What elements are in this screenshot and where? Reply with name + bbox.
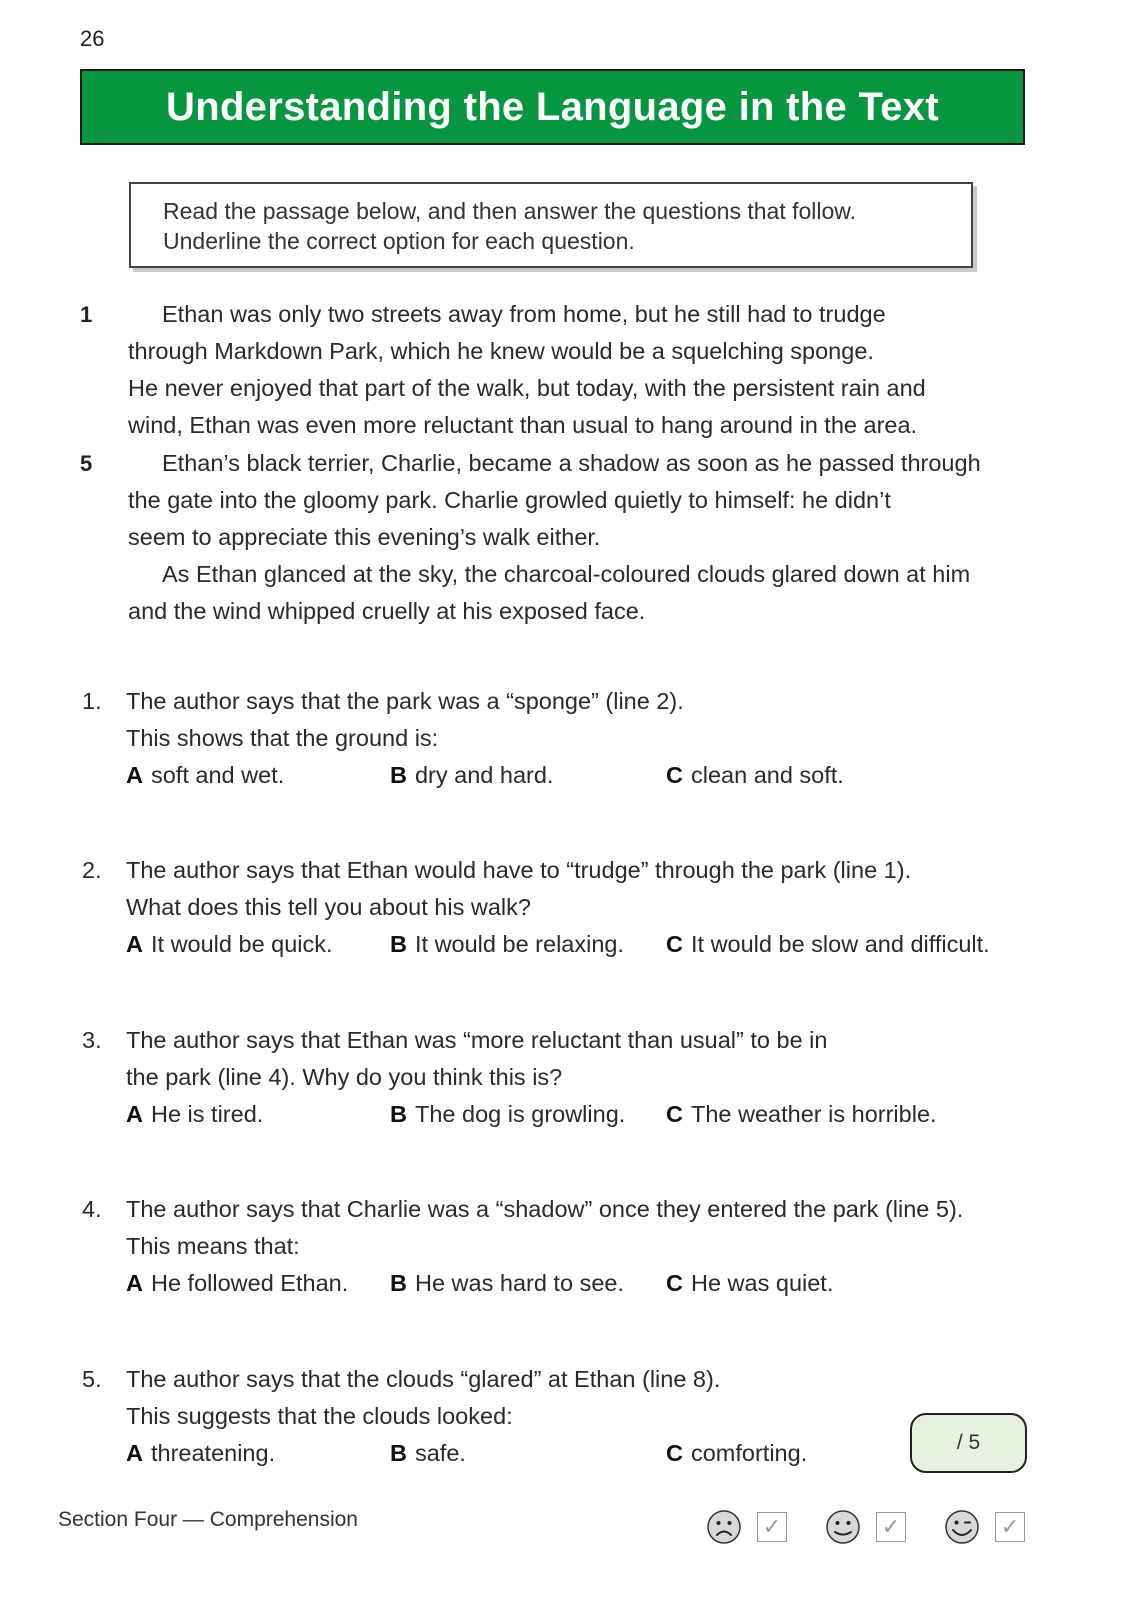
option-a[interactable] bbox=[126, 1440, 275, 1467]
option-text: It would be relaxing. bbox=[414, 931, 624, 957]
option-text: threatening. bbox=[150, 1440, 276, 1466]
score-box[interactable] bbox=[910, 1413, 1027, 1473]
passage-line: and the wind whipped cruelly at his exposed face. bbox=[128, 598, 646, 624]
option-letter: A bbox=[126, 931, 143, 957]
question-text: The author says that Ethan was “more reluctant than usual” to be in bbox=[126, 1027, 828, 1053]
option-b[interactable] bbox=[390, 762, 553, 789]
option-letter: C bbox=[666, 1101, 683, 1127]
option-a[interactable] bbox=[126, 762, 284, 789]
passage-line: through Markdown Park, which he knew would be a squelching sponge. bbox=[128, 338, 874, 364]
section-footer: Section Four — Comprehension bbox=[58, 1508, 358, 1531]
option-text: It would be slow and difficult. bbox=[690, 931, 990, 957]
passage-line: Ethan was only two streets away from home, but he still had to trudge bbox=[162, 301, 886, 327]
option-letter: C bbox=[666, 762, 683, 788]
sad-face-icon bbox=[706, 1509, 742, 1545]
passage-line: wind, Ethan was even more reluctant than usual to hang around in the area. bbox=[128, 412, 918, 438]
passage-line: seem to appreciate this evening’s walk either. bbox=[128, 524, 601, 550]
option-letter: C bbox=[666, 1270, 683, 1296]
option-letter: A bbox=[126, 1101, 143, 1127]
option-text: clean and soft. bbox=[690, 762, 844, 788]
option-c[interactable] bbox=[666, 1101, 937, 1128]
option-letter: B bbox=[390, 1101, 407, 1127]
line-number: 1 bbox=[80, 302, 93, 327]
option-c[interactable] bbox=[666, 1270, 833, 1297]
question-number: 2. bbox=[82, 857, 102, 883]
question-text: The author says that the park was a “sponge” (line 2). bbox=[126, 688, 684, 714]
option-text: safe. bbox=[414, 1440, 466, 1466]
option-a[interactable] bbox=[126, 931, 333, 958]
page-title: Understanding the Language in the Text bbox=[166, 84, 939, 129]
check-icon: ✓ bbox=[881, 1514, 901, 1539]
option-letter: A bbox=[126, 762, 143, 788]
option-letter: B bbox=[390, 931, 407, 957]
score-total: / 5 bbox=[956, 1431, 981, 1454]
option-text: The dog is growling. bbox=[414, 1101, 626, 1127]
tick-box[interactable] bbox=[757, 1512, 787, 1542]
option-letter: C bbox=[666, 931, 683, 957]
option-letter: C bbox=[666, 1440, 683, 1466]
happy-face-icon bbox=[944, 1509, 980, 1545]
question-text: the park (line 4). Why do you think this is? bbox=[126, 1064, 563, 1090]
option-letter: B bbox=[390, 762, 407, 788]
instructions-box bbox=[129, 182, 973, 268]
option-text: He was quiet. bbox=[690, 1270, 834, 1296]
instruction-line: Read the passage below, and then answer the questions that follow. bbox=[163, 198, 857, 224]
question-text: What does this tell you about his walk? bbox=[126, 894, 531, 920]
check-icon: ✓ bbox=[762, 1514, 782, 1539]
question-text: This shows that the ground is: bbox=[126, 725, 439, 751]
tick-box[interactable] bbox=[995, 1512, 1025, 1542]
option-a[interactable] bbox=[126, 1101, 263, 1128]
question-text: The author says that Ethan would have to “trudge” through the park (line 1). bbox=[126, 857, 912, 883]
question-number: 3. bbox=[82, 1027, 102, 1053]
option-text: He followed Ethan. bbox=[150, 1270, 349, 1296]
option-text: He is tired. bbox=[150, 1101, 264, 1127]
option-a[interactable] bbox=[126, 1270, 348, 1297]
passage-line: He never enjoyed that part of the walk, but today, with the persistent rain and bbox=[128, 375, 926, 401]
passage-line: the gate into the gloomy park. Charlie growled quietly to himself: he didn’t bbox=[128, 487, 891, 513]
option-text: It would be quick. bbox=[150, 931, 333, 957]
option-b[interactable] bbox=[390, 1270, 624, 1297]
passage-line: Ethan’s black terrier, Charlie, became a shadow as soon as he passed through bbox=[162, 450, 981, 476]
question-text: The author says that the clouds “glared” at Ethan (line 8). bbox=[126, 1366, 721, 1392]
page-number: 26 bbox=[80, 26, 105, 51]
question-text: This means that: bbox=[126, 1233, 300, 1259]
option-letter: B bbox=[390, 1270, 407, 1296]
question-number: 4. bbox=[82, 1196, 102, 1222]
check-icon: ✓ bbox=[1000, 1514, 1020, 1539]
option-text: He was hard to see. bbox=[414, 1270, 624, 1296]
option-text: dry and hard. bbox=[414, 762, 554, 788]
option-letter: B bbox=[390, 1440, 407, 1466]
option-text: comforting. bbox=[690, 1440, 808, 1466]
option-text: soft and wet. bbox=[150, 762, 285, 788]
question-text: The author says that Charlie was a “shadow” once they entered the park (line 5). bbox=[126, 1196, 964, 1222]
question-text: This suggests that the clouds looked: bbox=[126, 1403, 513, 1429]
option-b[interactable] bbox=[390, 1440, 466, 1467]
option-b[interactable] bbox=[390, 1101, 625, 1128]
option-c[interactable] bbox=[666, 931, 990, 958]
option-c[interactable] bbox=[666, 762, 844, 789]
option-letter: A bbox=[126, 1270, 143, 1296]
neutral-face-icon bbox=[825, 1509, 861, 1545]
option-c[interactable] bbox=[666, 1440, 807, 1467]
option-letter: A bbox=[126, 1440, 143, 1466]
instruction-line: Underline the correct option for each question. bbox=[163, 228, 635, 254]
tick-box[interactable] bbox=[876, 1512, 906, 1542]
option-text: The weather is horrible. bbox=[690, 1101, 937, 1127]
line-number: 5 bbox=[80, 451, 93, 476]
question-number: 1. bbox=[82, 688, 102, 714]
passage-line: As Ethan glanced at the sky, the charcoal-coloured clouds glared down at him bbox=[162, 561, 971, 587]
title-banner bbox=[80, 69, 1025, 145]
option-b[interactable] bbox=[390, 931, 624, 958]
question-number: 5. bbox=[82, 1366, 102, 1392]
